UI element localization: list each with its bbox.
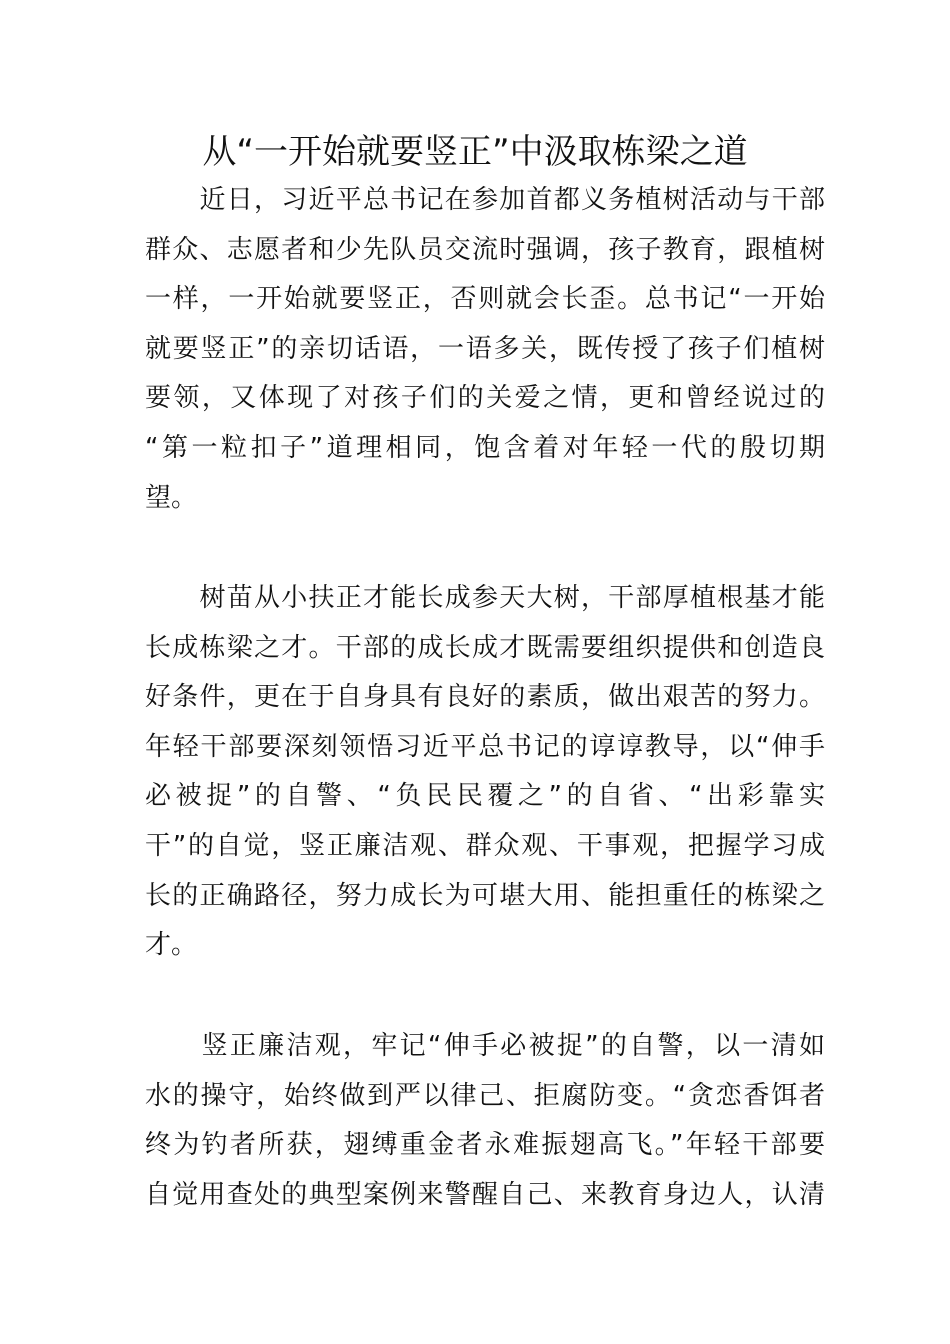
paragraph-line: 水的操守，始终做到严以律己、拒腐防变。“贪恋香饵者 — [145, 1080, 825, 1111]
paragraph-line: 望。 — [145, 482, 198, 513]
paragraph-line: 干”的自觉，竖正廉洁观、群众观、干事观，把握学习成 — [145, 830, 825, 861]
paragraph-line: “第一粒扣子”道理相同，饱含着对年轻一代的殷切期 — [145, 432, 825, 463]
paragraph-2 — [145, 574, 825, 971]
paragraph-line: 好条件，更在于自身具有良好的素质，做出艰苦的努力。 — [145, 682, 825, 713]
paragraph-line: 竖正廉洁观，牢记“伸手必被捉”的自警，以一清如 — [145, 1031, 825, 1061]
paragraph-line: 长成栋梁之才。干部的成长成才既需要组织提供和创造良 — [145, 632, 825, 663]
paragraph-line: 才。 — [145, 930, 198, 961]
paragraph-line: 终为钓者所获，翅缚重金者永难振翅高飞。”年轻干部要 — [145, 1130, 825, 1161]
paragraph-1 — [145, 176, 825, 523]
paragraph-line: 树苗从小扶正才能长成参天大树，干部厚植根基才能 — [145, 583, 825, 613]
paragraph-line: 自觉用查处的典型案例来警醒自己、来教育身边人，认清 — [145, 1179, 825, 1210]
paragraph-line: 近日，习近平总书记在参加首都义务植树活动与干部 — [145, 185, 825, 215]
paragraph-line: 要领，又体现了对孩子们的关爱之情，更和曾经说过的 — [145, 383, 825, 414]
document-title: 从“一开始就要竖正”中汲取栋梁之道 — [202, 132, 748, 172]
paragraph-line: 长的正确路径，努力成长为可堪大用、能担重任的栋梁之 — [145, 880, 825, 911]
paragraph-line: 就要竖正”的亲切话语，一语多关，既传授了孩子们植树 — [145, 333, 825, 364]
paragraph-3 — [145, 1022, 825, 1220]
paragraph-line: 必被捉”的自警、“负民民覆之”的自省、“出彩靠实 — [145, 781, 825, 812]
paragraph-line: 年轻干部要深刻领悟习近平总书记的谆谆教导，以“伸手 — [145, 731, 825, 762]
paragraph-line: 群众、志愿者和少先队员交流时强调，孩子教育，跟植树 — [145, 234, 825, 265]
paragraph-line: 一样，一开始就要竖正，否则就会长歪。总书记“一开始 — [145, 284, 825, 315]
